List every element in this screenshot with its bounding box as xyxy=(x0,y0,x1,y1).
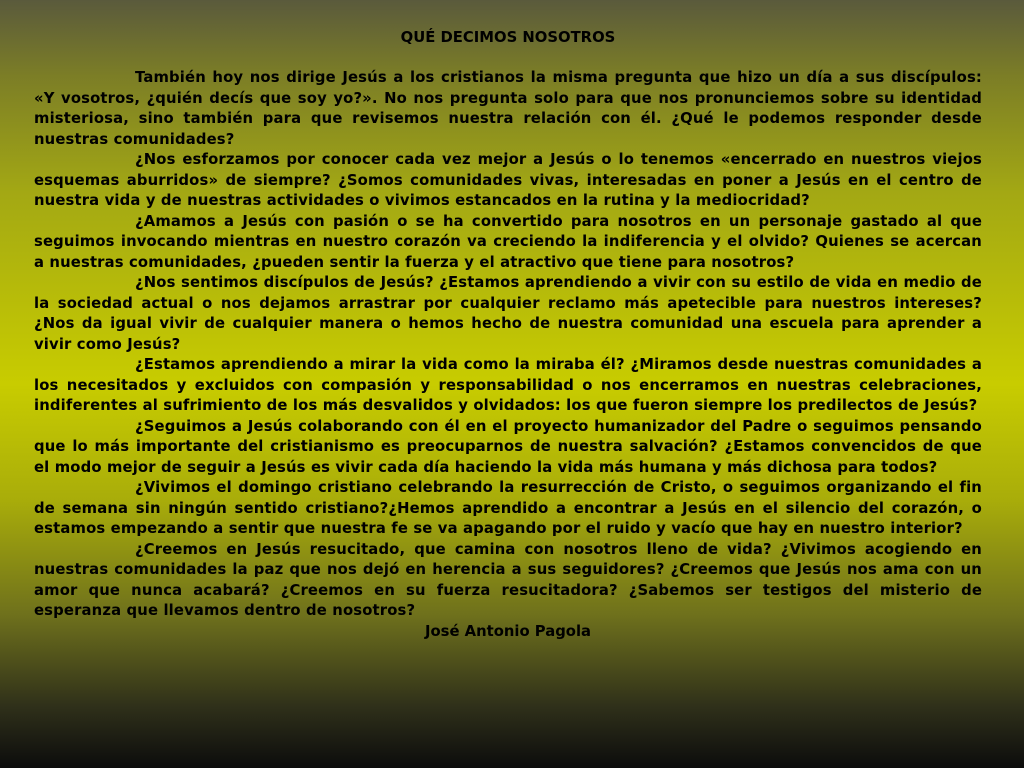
paragraph-3: ¿Amamos a Jesús con pasión o se ha convertido para nosotros en un personaje gastado al que seguimos invocando mientras en nuestro corazón va creciendo la indiferencia y el olvido? Quienes se acercan a nuestras comunidades, ¿pueden sentir la fuerza y el atractivo que tiene para nosotros? xyxy=(34,212,982,271)
paragraph-2: ¿Nos esforzamos por conocer cada vez mejor a Jesús o lo tenemos «encerrado en nuestros viejos esquemas aburridos» de siempre? ¿Somos comunidades vivas, interesadas en poner a Jesús en el centro de nuestra vida y de nuestras actividades o vivimos estancados en la rutina y la mediocridad? xyxy=(34,151,982,209)
paragraph-5: ¿Estamos aprendiendo a mirar la vida como la miraba él? ¿Miramos desde nuestras comunidades a los necesitados y excluidos con compasión y responsabilidad o nos encerramos en nuestras celebraciones, indiferentes al sufrimiento de los más desvalidos y olvidados: los que fueron siempre los predilectos de Jesús? xyxy=(34,356,982,414)
paragraph-4: ¿Nos sentimos discípulos de Jesús? ¿Estamos aprendiendo a vivir con su estilo de vida en medio de la sociedad actual o nos dejamos arrastrar por cualquier reclamo más apetecible para nuestros intereses? ¿Nos da igual vivir de cualquier manera o hemos hecho de nuestra comunidad una escuela para aprender a vivir como Jesús? xyxy=(34,274,982,353)
slide-text-block xyxy=(34,28,982,752)
document-title: QUÉ DECIMOS NOSOTROS xyxy=(400,29,616,46)
author-signature: José Antonio Pagola xyxy=(424,622,592,640)
paragraph-1: También hoy nos dirige Jesús a los cristianos la misma pregunta que hizo un día a sus discípulos: «Y vosotros, ¿quién decís que soy yo?». No nos pregunta solo para que nos pronunciemos sobre su identidad misteriosa, sino también para que revisemos nuestra relación con él. ¿Qué le podemos responder desde nuestras comunidades? xyxy=(34,69,982,148)
paragraph-7: ¿Vivimos el domingo cristiano celebrando la resurrección de Cristo, o seguimos organizando el fin de semana sin ningún sentido cristiano?¿Hemos aprendido a encontrar a Jesús en el silencio del corazón, o estamos empezando a sentir que nuestra fe se va apagando por el ruido y vacío que hay en nuestro interior? xyxy=(34,479,982,537)
paragraph-8: ¿Creemos en Jesús resucitado, que camina con nosotros lleno de vida? ¿Vivimos acogiendo en nuestras comunidades la paz que nos dejó en herencia a sus seguidores? ¿Creemos que Jesús nos ama con un amor que nunca acabará? ¿Creemos en su fuerza resucitadora? ¿Sabemos ser testigos del misterio de esperanza que llevamos dentro de nosotros? xyxy=(34,540,982,619)
paragraph-6: ¿Seguimos a Jesús colaborando con él en el proyecto humanizador del Padre o seguimos pensando que lo más importante del cristianismo es preocuparnos de nuestra salvación? ¿Estamos convencidos de que el modo mejor de seguir a Jesús es vivir cada día haciendo la vida más humana y más dichosa para todos? xyxy=(34,417,982,476)
